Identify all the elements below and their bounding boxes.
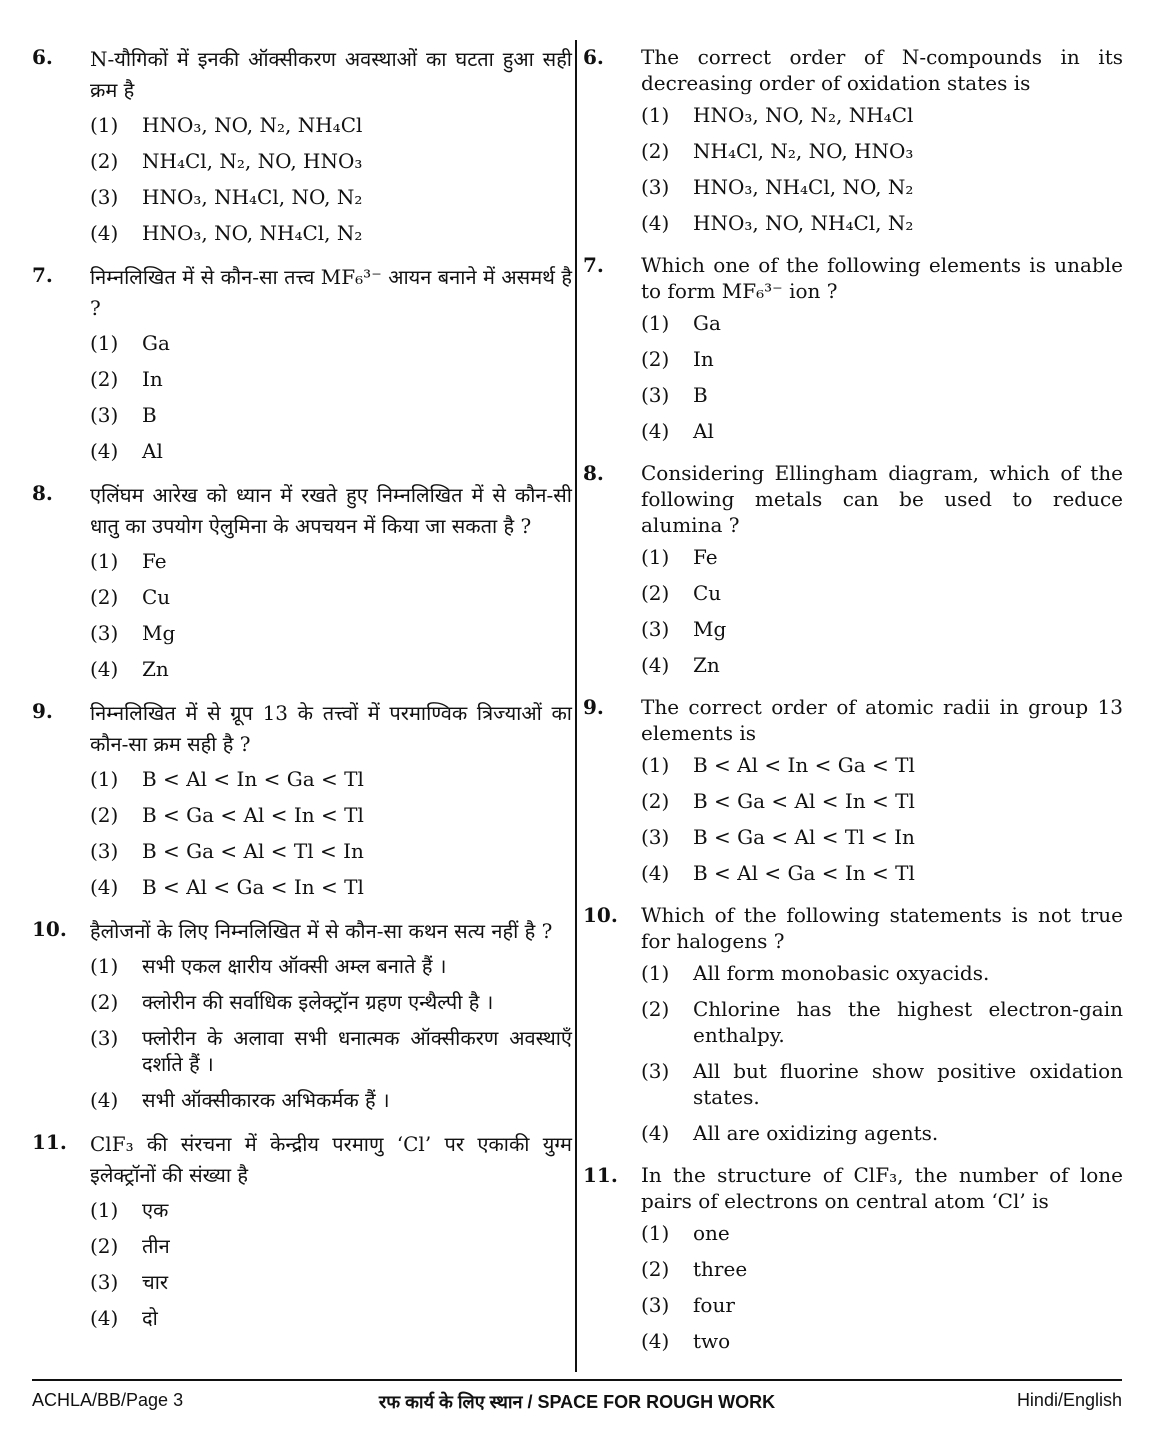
question-text: In the structure of ClF₃, the number of lone pairs of electrons on central atom ‘Cl’ is — [641, 1163, 1123, 1213]
column-divider — [575, 40, 577, 1372]
option-number: (1) — [90, 1198, 119, 1222]
option-4 — [641, 652, 1123, 678]
option-2 — [641, 1256, 1123, 1282]
option-2 — [90, 1233, 572, 1259]
question-number: 11. — [32, 1130, 67, 1154]
option-1 — [641, 752, 1123, 778]
option-text: one — [693, 1221, 730, 1245]
option-list — [90, 953, 572, 1113]
option-text: Mg — [693, 617, 727, 641]
option-4 — [641, 1328, 1123, 1354]
option-text: B < Ga < Al < Tl < In — [693, 825, 915, 849]
footer-rule — [32, 1379, 1122, 1381]
option-text: B < Ga < Al < In < Tl — [693, 789, 915, 813]
option-number: (2) — [641, 581, 670, 605]
question-number: 9. — [32, 699, 53, 723]
option-number: (2) — [90, 803, 119, 827]
question-number: 10. — [32, 917, 67, 941]
option-4 — [90, 438, 572, 464]
question-text: निम्नलिखित में से कौन-सा तत्त्व MF₆³⁻ आयन बनाने में असमर्थ है ? — [90, 265, 572, 320]
option-text: HNO₃, NO, NH₄Cl, N₂ — [142, 221, 363, 245]
option-2 — [90, 802, 572, 828]
option-text: Al — [693, 419, 714, 443]
question-text: हैलोजनों के लिए निम्नलिखित में से कौन-सा कथन सत्य नहीं है ? — [90, 919, 553, 943]
option-text: Cu — [142, 585, 171, 609]
option-number: (3) — [641, 1059, 670, 1083]
option-number: (3) — [90, 621, 119, 645]
option-number: (1) — [90, 767, 119, 791]
option-1 — [641, 544, 1123, 570]
option-1 — [90, 112, 572, 138]
option-number: (4) — [90, 439, 119, 463]
option-4 — [90, 874, 572, 900]
option-text: Zn — [142, 657, 169, 681]
hindi-question-8 — [32, 480, 572, 682]
option-list — [641, 1220, 1123, 1354]
page-footer — [32, 1388, 1122, 1416]
option-number: (3) — [641, 1293, 670, 1317]
language-label: Hindi/English — [1016, 1390, 1122, 1410]
option-2 — [90, 366, 572, 392]
option-text: B < Al < Ga < In < Tl — [693, 861, 915, 885]
question-number: 7. — [583, 253, 604, 277]
option-number: (3) — [641, 825, 670, 849]
option-text: four — [693, 1293, 735, 1317]
option-text: Chlorine has the highest electron-gain enthalpy. — [693, 997, 1123, 1047]
option-number: (2) — [641, 1257, 670, 1281]
option-1 — [90, 766, 572, 792]
option-text: NH₄Cl, N₂, NO, HNO₃ — [693, 139, 914, 163]
option-number: (1) — [641, 103, 670, 127]
option-number: (2) — [90, 149, 119, 173]
option-2 — [90, 584, 572, 610]
option-number: (2) — [90, 585, 119, 609]
option-list — [641, 102, 1123, 236]
option-4 — [90, 220, 572, 246]
english-question-6 — [583, 44, 1123, 236]
option-number: (1) — [90, 331, 119, 355]
option-4 — [90, 1087, 572, 1113]
option-3 — [90, 402, 572, 428]
option-3 — [641, 1292, 1123, 1318]
option-3 — [641, 824, 1123, 850]
option-text: In — [142, 367, 163, 391]
option-text: B — [142, 403, 157, 427]
option-text: NH₄Cl, N₂, NO, HNO₃ — [142, 149, 363, 173]
option-3 — [90, 620, 572, 646]
option-number: (4) — [641, 419, 670, 443]
option-text: B < Al < In < Ga < Tl — [693, 753, 915, 777]
option-number: (2) — [641, 789, 670, 813]
option-number: (4) — [641, 653, 670, 677]
option-text: In — [693, 347, 714, 371]
option-text: All form monobasic oxyacids. — [693, 961, 990, 985]
rough-work-label: रफ कार्य के लिए स्थान / SPACE FOR ROUGH WORK — [378, 1392, 776, 1412]
option-text: सभी ऑक्सीकारक अभिकर्मक हैं । — [142, 1088, 390, 1112]
option-list — [90, 112, 572, 246]
option-number: (4) — [90, 657, 119, 681]
option-number: (4) — [641, 861, 670, 885]
option-number: (1) — [90, 954, 119, 978]
option-number: (4) — [90, 221, 119, 245]
question-text: एलिंघम आरेख को ध्यान में रखते हुए निम्नलिखित में से कौन-सी धातु का उपयोग ऐलुमिना के अपचयन में किया जा सकता है ? — [90, 483, 572, 538]
option-2 — [641, 788, 1123, 814]
question-number: 6. — [583, 45, 604, 69]
option-text: B — [693, 383, 708, 407]
option-number: (1) — [641, 545, 670, 569]
option-text: All but fluorine show positive oxidation states. — [693, 1059, 1123, 1109]
question-number: 11. — [583, 1163, 618, 1187]
option-number: (3) — [90, 185, 119, 209]
option-list — [90, 330, 572, 464]
option-number: (3) — [641, 617, 670, 641]
question-text: The correct order of atomic radii in group 13 elements is — [641, 695, 1123, 745]
hindi-question-7 — [32, 262, 572, 464]
question-text: The correct order of N-compounds in its decreasing order of oxidation states is — [641, 45, 1123, 95]
option-text: Fe — [142, 549, 167, 573]
option-4 — [90, 1305, 572, 1331]
option-3 — [90, 838, 572, 864]
option-2 — [90, 148, 572, 174]
option-text: B < Al < Ga < In < Tl — [142, 875, 364, 899]
question-text: Which one of the following elements is unable to form MF₆³⁻ ion ? — [641, 253, 1123, 303]
option-list — [641, 310, 1123, 444]
option-number: (2) — [90, 1234, 119, 1258]
option-number: (1) — [641, 1221, 670, 1245]
english-question-7 — [583, 252, 1123, 444]
option-1 — [90, 1197, 572, 1223]
option-text: B < Al < In < Ga < Tl — [142, 767, 364, 791]
question-text: ClF₃ की संरचना में केन्द्रीय परमाणु ‘Cl’ पर एकाकी युग्म इलेक्ट्रॉनों की संख्या है — [90, 1132, 572, 1187]
question-text: N-यौगिकों में इनकी ऑक्सीकरण अवस्थाओं का घटता हुआ सही क्रम है — [90, 47, 572, 102]
option-number: (1) — [641, 311, 670, 335]
option-3 — [90, 184, 572, 210]
option-text: Al — [142, 439, 163, 463]
option-list — [641, 544, 1123, 678]
option-text: three — [693, 1257, 748, 1281]
option-3 — [641, 1058, 1123, 1110]
option-4 — [641, 210, 1123, 236]
english-question-10 — [583, 902, 1123, 1146]
option-list — [641, 960, 1123, 1146]
option-number: (2) — [641, 139, 670, 163]
option-number: (4) — [641, 1121, 670, 1145]
question-text: निम्नलिखित में से ग्रूप 13 के तत्त्वों में परमाण्विक त्रिज्याओं का कौन-सा क्रम सही है ? — [90, 701, 572, 756]
option-number: (4) — [90, 1088, 119, 1112]
option-4 — [90, 656, 572, 682]
question-number: 6. — [32, 45, 53, 69]
question-number: 7. — [32, 263, 53, 287]
option-4 — [641, 418, 1123, 444]
option-2 — [90, 989, 572, 1015]
option-number: (4) — [641, 1329, 670, 1353]
option-2 — [641, 346, 1123, 372]
option-1 — [90, 548, 572, 574]
english-question-8 — [583, 460, 1123, 678]
option-text: Mg — [142, 621, 176, 645]
option-number: (1) — [641, 961, 670, 985]
option-text: Ga — [142, 331, 170, 355]
english-question-11 — [583, 1162, 1123, 1354]
option-text: तीन — [142, 1234, 170, 1258]
option-4 — [641, 860, 1123, 886]
option-3 — [90, 1025, 572, 1077]
option-text: दो — [142, 1306, 158, 1330]
english-question-9 — [583, 694, 1123, 886]
option-text: HNO₃, NO, NH₄Cl, N₂ — [693, 211, 914, 235]
english-column — [583, 44, 1123, 1370]
option-number: (2) — [641, 347, 670, 371]
option-text: Cu — [693, 581, 722, 605]
hindi-question-10 — [32, 916, 572, 1113]
option-text: Zn — [693, 653, 720, 677]
option-number: (3) — [90, 839, 119, 863]
option-text: Ga — [693, 311, 721, 335]
option-text: All are oxidizing agents. — [693, 1121, 939, 1145]
option-number: (4) — [90, 1306, 119, 1330]
option-2 — [641, 138, 1123, 164]
option-number: (4) — [90, 875, 119, 899]
option-3 — [641, 382, 1123, 408]
hindi-question-11 — [32, 1129, 572, 1331]
option-text: Fe — [693, 545, 718, 569]
option-1 — [90, 330, 572, 356]
option-1 — [641, 310, 1123, 336]
question-number: 10. — [583, 903, 618, 927]
question-number: 8. — [583, 461, 604, 485]
option-text: HNO₃, NO, N₂, NH₄Cl — [142, 113, 363, 137]
question-text: Which of the following statements is not true for halogens ? — [641, 903, 1123, 953]
option-2 — [641, 580, 1123, 606]
option-text: सभी एकल क्षारीय ऑक्सी अम्ल बनाते हैं । — [142, 954, 447, 978]
hindi-column — [32, 44, 572, 1347]
hindi-question-9 — [32, 698, 572, 900]
option-4 — [641, 1120, 1123, 1146]
option-list — [90, 766, 572, 900]
option-number: (1) — [641, 753, 670, 777]
option-text: क्लोरीन की सर्वाधिक इलेक्ट्रॉन ग्रहण एन्थैल्पी है । — [142, 990, 494, 1014]
option-3 — [641, 616, 1123, 642]
option-text: HNO₃, NH₄Cl, NO, N₂ — [693, 175, 914, 199]
option-list — [641, 752, 1123, 886]
option-2 — [641, 996, 1123, 1048]
option-3 — [90, 1269, 572, 1295]
option-1 — [641, 102, 1123, 128]
question-number: 9. — [583, 695, 604, 719]
option-number: (4) — [641, 211, 670, 235]
option-number: (3) — [641, 383, 670, 407]
option-number: (3) — [90, 1026, 119, 1050]
option-number: (2) — [90, 990, 119, 1014]
question-number: 8. — [32, 481, 53, 505]
option-text: HNO₃, NO, N₂, NH₄Cl — [693, 103, 914, 127]
option-1 — [90, 953, 572, 979]
option-number: (3) — [90, 403, 119, 427]
option-text: एक — [142, 1198, 169, 1222]
option-1 — [641, 960, 1123, 986]
option-number: (2) — [641, 997, 670, 1021]
option-text: HNO₃, NH₄Cl, NO, N₂ — [142, 185, 363, 209]
option-number: (1) — [90, 549, 119, 573]
option-number: (3) — [641, 175, 670, 199]
option-text: B < Ga < Al < Tl < In — [142, 839, 364, 863]
option-number: (3) — [90, 1270, 119, 1294]
option-1 — [641, 1220, 1123, 1246]
option-number: (2) — [90, 367, 119, 391]
option-text: two — [693, 1329, 731, 1353]
option-list — [90, 548, 572, 682]
option-text: B < Ga < Al < In < Tl — [142, 803, 364, 827]
option-3 — [641, 174, 1123, 200]
option-text: फ्लोरीन के अलावा सभी धनात्मक ऑक्सीकरण अवस्थाएँ दर्शाते हैं । — [142, 1026, 572, 1076]
option-number: (1) — [90, 113, 119, 137]
question-text: Considering Ellingham diagram, which of the following metals can be used to reduce alumina ? — [641, 461, 1123, 537]
hindi-question-6 — [32, 44, 572, 246]
option-list — [90, 1197, 572, 1331]
page-code: ACHLA/BB/Page 3 — [32, 1390, 184, 1410]
option-text: चार — [142, 1270, 169, 1294]
